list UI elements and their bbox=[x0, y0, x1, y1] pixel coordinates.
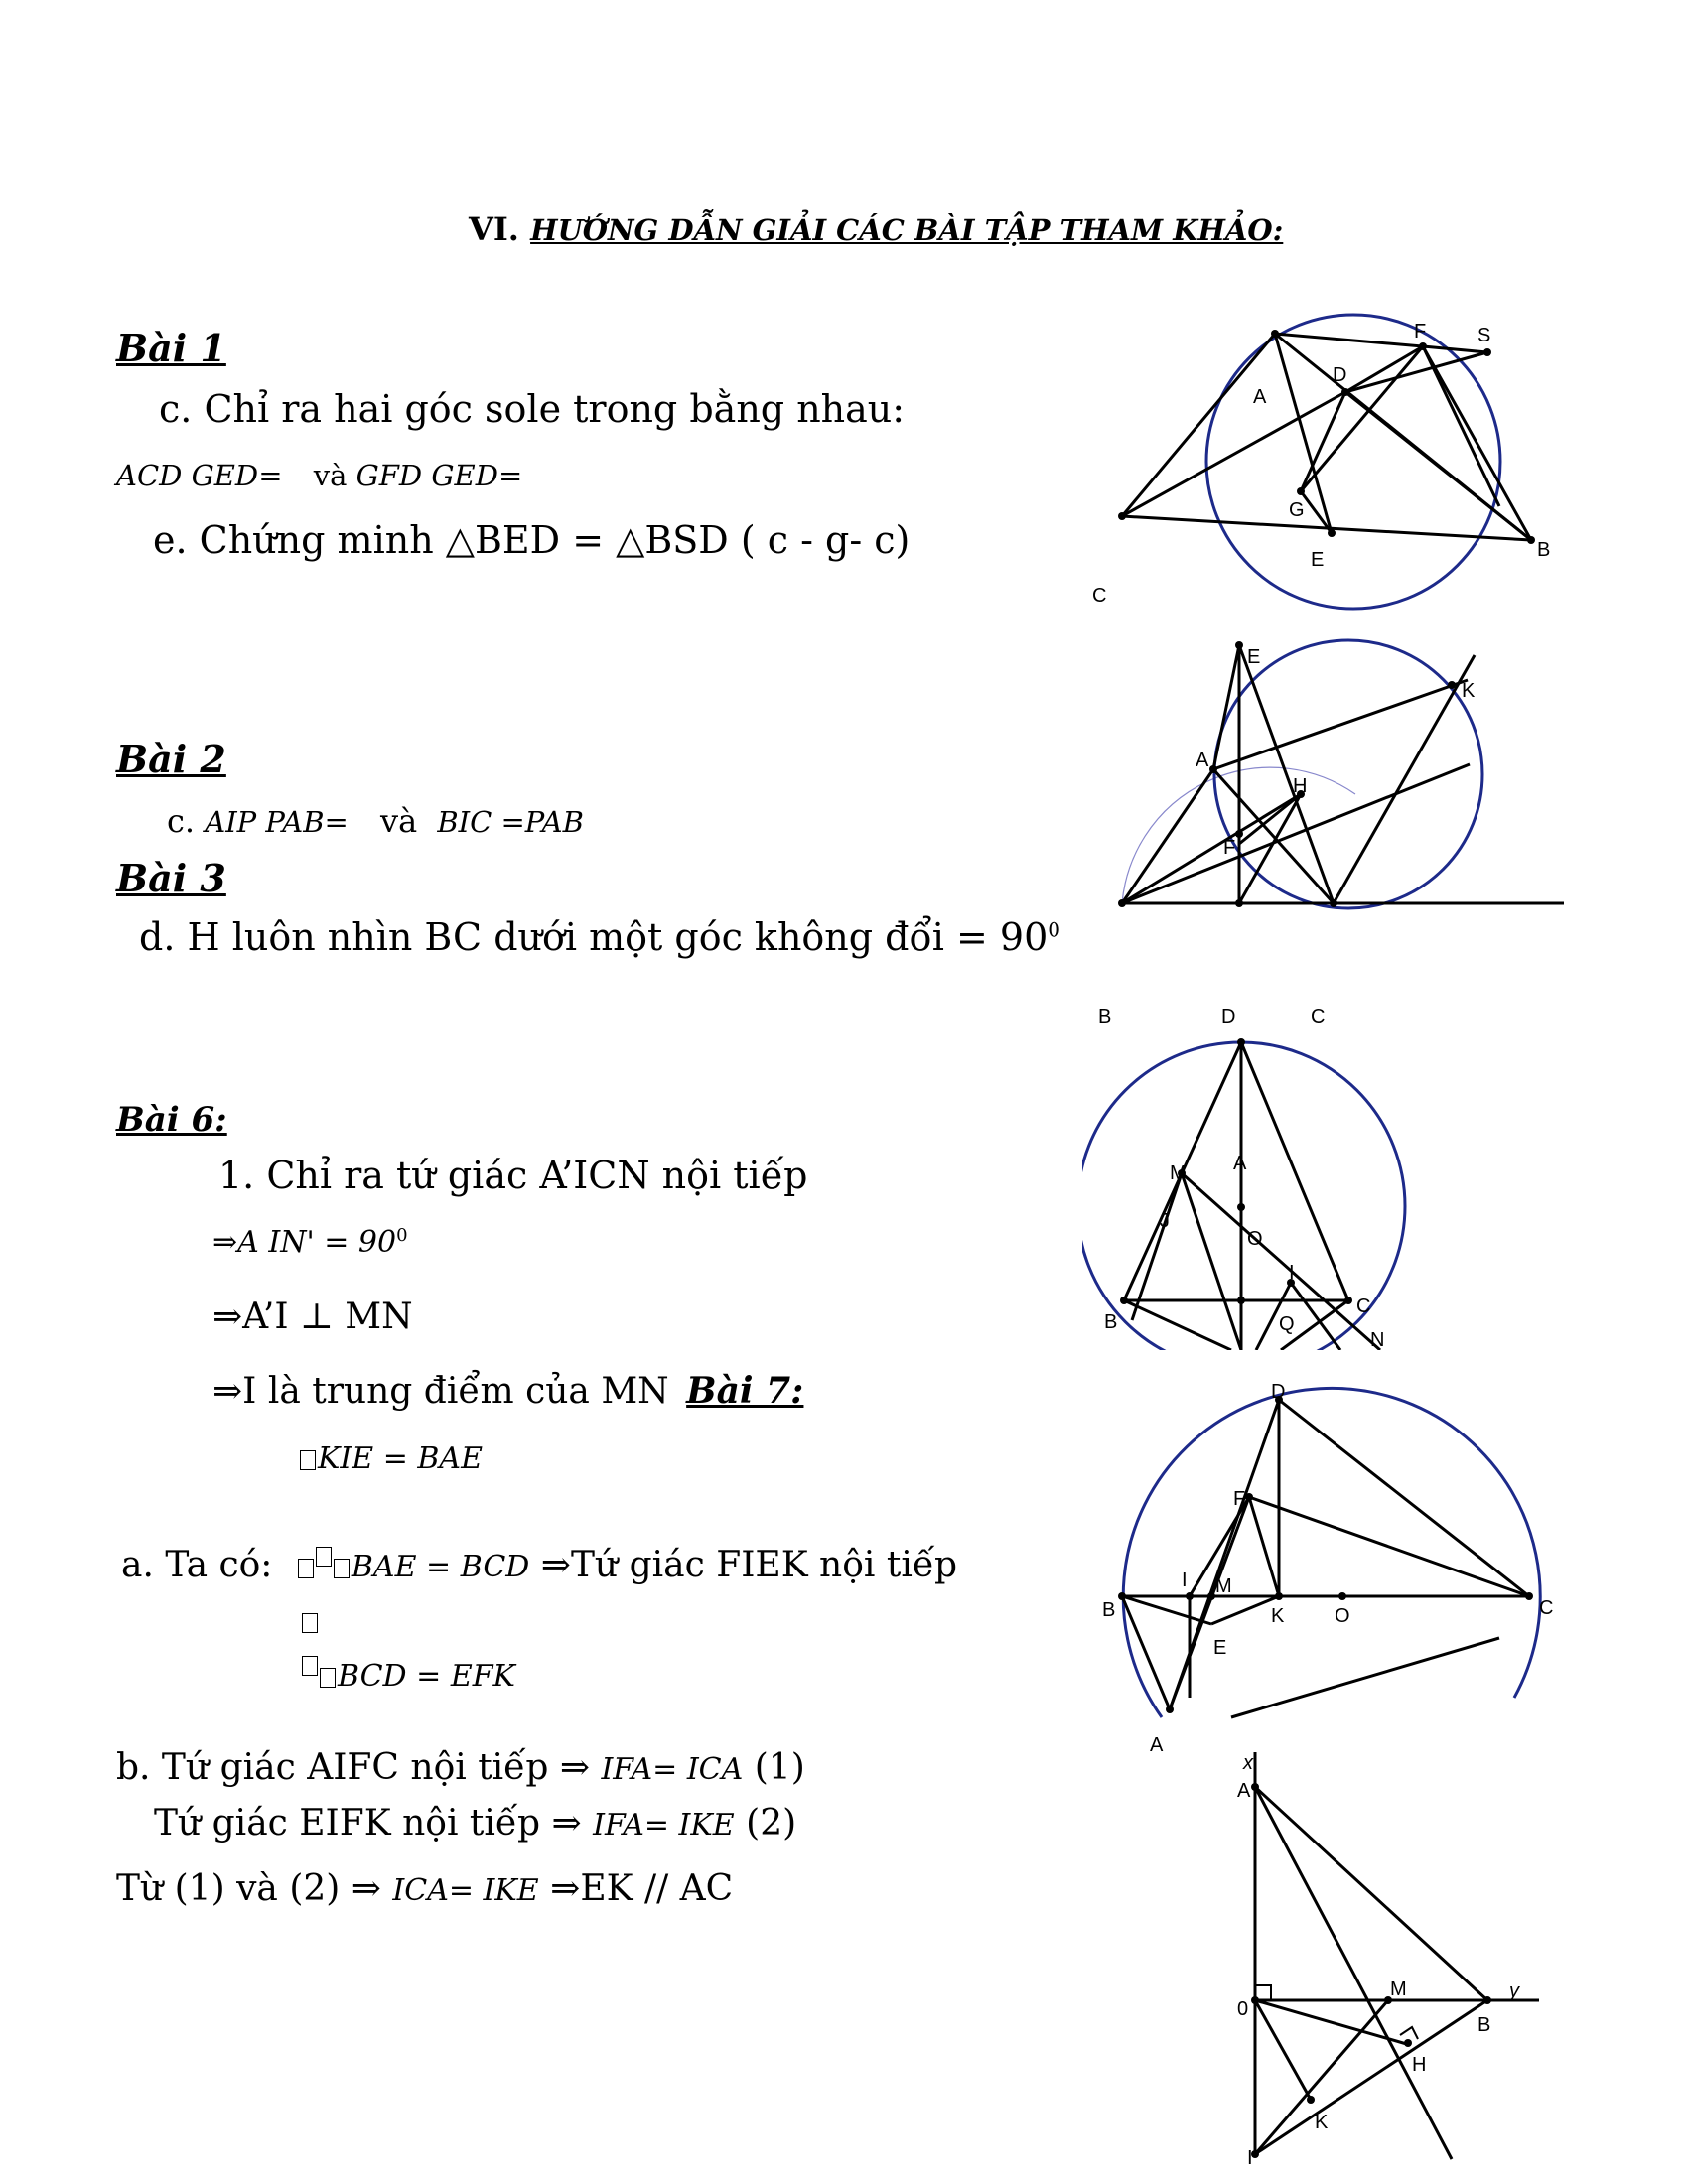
bai2-conj: và bbox=[379, 802, 418, 840]
figure-bai7 bbox=[1082, 1380, 1559, 1757]
fig4-label: K bbox=[1271, 1605, 1285, 1627]
heading-numeral: VI. bbox=[469, 210, 519, 248]
missing-glyph-icon bbox=[320, 1668, 336, 1688]
fig3-label: B bbox=[1104, 1311, 1118, 1333]
bai3-line-d bbox=[139, 915, 1060, 959]
bai7-eq3 bbox=[302, 1656, 515, 1694]
bai7-line-a-prefix: a. Ta có: bbox=[121, 1545, 273, 1585]
fig1-label: A bbox=[1253, 386, 1267, 408]
bai7-line-b1-eq: IFA= ICA bbox=[601, 1752, 744, 1787]
bai3-sup: 0 bbox=[1048, 917, 1060, 942]
missing-glyph-icon bbox=[302, 1656, 318, 1676]
right-angle-mark bbox=[1400, 2027, 1418, 2039]
bai7-line-c-text: Từ (1) và (2) ⇒ bbox=[116, 1868, 381, 1909]
fig5-label: M bbox=[1390, 1979, 1407, 2000]
fig3-label: A bbox=[1233, 1153, 1247, 1174]
fig5-label: 0 bbox=[1237, 1998, 1249, 2020]
fig5-label: H bbox=[1412, 2054, 1427, 2076]
figure-bai6 bbox=[1082, 993, 1479, 1350]
fig4-label: I bbox=[1182, 1570, 1188, 1591]
missing-glyph-icon bbox=[316, 1547, 332, 1567]
bai1-equations bbox=[116, 459, 522, 492]
bai7-line-b2-text: Tứ giác EIFK nội tiếp ⇒ bbox=[154, 1803, 582, 1843]
bai6-title: Bài 6: bbox=[116, 1100, 227, 1140]
figure-bai2 bbox=[1102, 635, 1579, 923]
bai2-prefix: c. bbox=[167, 802, 196, 840]
bai6-line1: 1. Chỉ ra tứ giác A’ICN nội tiếp bbox=[218, 1154, 808, 1197]
bai7-line-b2-tag: (2) bbox=[746, 1803, 797, 1843]
missing-glyph-icon bbox=[298, 1559, 314, 1578]
heading-title: HƯỚNG DẪN GIẢI CÁC BÀI TẬP THAM KHẢO: bbox=[530, 213, 1284, 247]
fig3-label: J bbox=[1160, 1210, 1170, 1232]
missing-glyph-icon bbox=[302, 1613, 318, 1633]
bai7-line-a bbox=[121, 1545, 957, 1585]
bai3-line-d-text: d. H luôn nhìn BC dưới một góc không đổi = 90 bbox=[139, 915, 1049, 959]
bai2-eq-left: AIP PAB= bbox=[205, 805, 349, 839]
fig4-label: O bbox=[1335, 1605, 1350, 1627]
bai6-line2-arrow: ⇒ bbox=[212, 1225, 238, 1260]
fig1-label: S bbox=[1477, 325, 1491, 346]
bai7-line-b1-text: b. Tứ giác AIFC nội tiếp ⇒ bbox=[116, 1747, 590, 1788]
fig5-label: x bbox=[1243, 1752, 1253, 1774]
bai7-line-b2 bbox=[154, 1803, 796, 1843]
bai1-line-e: e. Chứng minh △BED = △BSD ( c - g- c) bbox=[153, 518, 911, 562]
bai7-line-b1-tag: (1) bbox=[754, 1747, 805, 1788]
fig4-label: B bbox=[1102, 1599, 1116, 1621]
fig1-label: E bbox=[1311, 549, 1325, 571]
bai6-line4-text: ⇒I là trung điểm của MN bbox=[212, 1371, 669, 1412]
missing-glyph-icon bbox=[334, 1559, 350, 1578]
bai1-line-c: c. Chỉ ra hai góc sole trong bằng nhau: bbox=[159, 387, 906, 431]
fig2-label: H bbox=[1293, 775, 1308, 797]
fig3-label: B bbox=[1098, 1006, 1112, 1027]
fig2-label: A bbox=[1196, 750, 1209, 771]
fig4-label: E bbox=[1213, 1637, 1227, 1659]
fig5-label: y bbox=[1509, 1980, 1519, 2002]
bai6-line2-eq: A IN' = 90 bbox=[237, 1225, 397, 1260]
bai7-line-a-eq: BAE = BCD bbox=[351, 1550, 530, 1584]
bai1-eq-right: GFD GED= bbox=[355, 459, 523, 492]
bai6-line2 bbox=[212, 1225, 408, 1260]
fig3-label: Q bbox=[1279, 1313, 1295, 1335]
bai6-line2-sup: 0 bbox=[396, 1225, 408, 1246]
fig3-label: I bbox=[1289, 1262, 1295, 1284]
bai1-conj: và bbox=[313, 459, 348, 492]
fig1-label: G bbox=[1289, 499, 1305, 521]
fig3-label: D bbox=[1221, 1006, 1236, 1027]
fig4-label: C bbox=[1539, 1597, 1554, 1619]
fig2-label: F bbox=[1223, 837, 1236, 859]
fig1-label: F bbox=[1414, 321, 1427, 342]
fig5-label: I bbox=[1247, 2147, 1253, 2164]
bai7-line-b2-eq: IFA= IKE bbox=[593, 1808, 735, 1843]
bai7-line-c bbox=[116, 1868, 733, 1909]
fig2-label: E bbox=[1247, 646, 1261, 668]
fig3-label: C bbox=[1356, 1296, 1371, 1317]
bai7-line-c-eq: ICA= IKE bbox=[392, 1873, 539, 1908]
missing-glyph-icon bbox=[300, 1450, 316, 1470]
bai2-eq-right: BIC =PAB bbox=[437, 805, 584, 839]
fig1-label: D bbox=[1333, 364, 1347, 386]
fig4-label: M bbox=[1215, 1575, 1232, 1597]
figure-bai1 bbox=[1072, 308, 1589, 625]
fig3-label: M bbox=[1170, 1162, 1187, 1184]
bai7-line-b1 bbox=[116, 1747, 805, 1788]
fig5-label: K bbox=[1315, 2112, 1329, 2133]
bai2-equations bbox=[167, 802, 584, 840]
fig4-label: A bbox=[1150, 1734, 1164, 1756]
bai7-eq1 bbox=[300, 1441, 483, 1476]
section-heading bbox=[469, 210, 1283, 248]
bai3-title: Bài 3 bbox=[116, 856, 226, 900]
bai1-eq-left: ACD GED= bbox=[116, 459, 283, 492]
bai1-title: Bài 1 bbox=[116, 326, 226, 370]
bai7-line-a-rest: ⇒Tứ giác FIEK nội tiếp bbox=[540, 1545, 958, 1585]
fig4-label: D bbox=[1271, 1381, 1286, 1403]
bai7-box-line bbox=[302, 1604, 320, 1639]
fig3-label: C bbox=[1311, 1006, 1326, 1027]
fig3-label: O bbox=[1247, 1228, 1263, 1250]
bai7-title: Bài 7: bbox=[686, 1370, 804, 1412]
bai6-line3: ⇒A’I ⊥ MN bbox=[212, 1297, 413, 1337]
fig2-label: K bbox=[1462, 680, 1476, 702]
fig1-label: B bbox=[1537, 539, 1551, 561]
fig4-label: F bbox=[1233, 1488, 1246, 1510]
fig3-label: N bbox=[1370, 1329, 1385, 1350]
bai6-line4 bbox=[212, 1370, 803, 1412]
fig5-label: A bbox=[1237, 1780, 1251, 1802]
bai7-eq3-text: BCD = EFK bbox=[338, 1659, 515, 1694]
figure-coordinate bbox=[1192, 1747, 1549, 2164]
fig5-label: B bbox=[1477, 2014, 1491, 2036]
fig1-label: C bbox=[1092, 585, 1107, 607]
bai7-line-c-rest: ⇒EK // AC bbox=[550, 1868, 734, 1909]
fig1-circle bbox=[1206, 315, 1500, 609]
bai2-title: Bài 2 bbox=[116, 737, 226, 781]
bai7-eq1-text: KIE = BAE bbox=[318, 1441, 483, 1476]
